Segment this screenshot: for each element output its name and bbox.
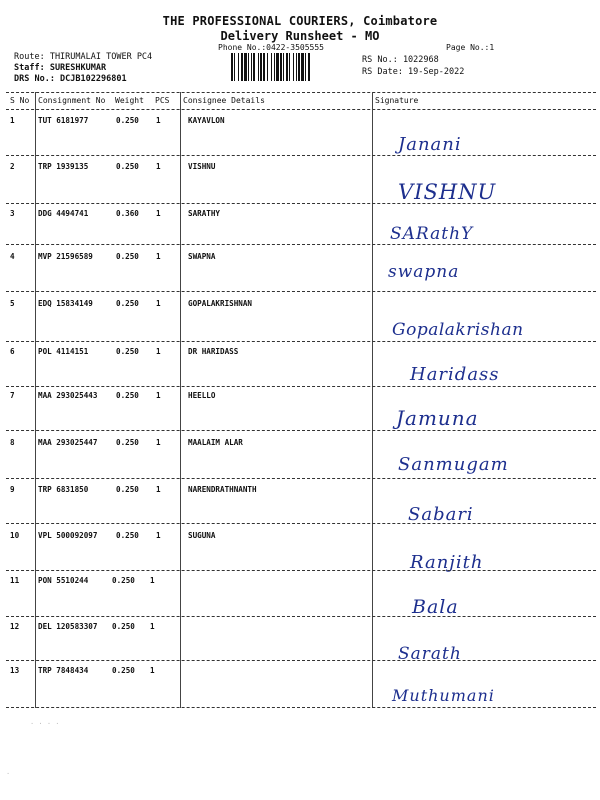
row-pcs: 1 [150, 576, 155, 585]
company-name: THE PROFESSIONAL COURIERS, Coimbatore [162, 14, 438, 28]
row-pcs: 1 [156, 531, 161, 540]
row-divider [6, 244, 596, 245]
row-pcs: 1 [156, 116, 161, 125]
row-signature: Jamuna [396, 406, 479, 430]
row-sno: 3 [10, 209, 15, 218]
column-header-consignment: Consignment No [38, 96, 106, 105]
row-pcs: 1 [156, 209, 161, 218]
row-signature: Sabari [408, 504, 474, 525]
row-sno: 1 [10, 116, 15, 125]
row-consignee: MAALAIM ALAR [188, 438, 243, 447]
row-signature: Sanmugam [398, 454, 509, 475]
column-header-pcs: PCS [155, 96, 170, 105]
row-divider [6, 203, 596, 204]
row-pcs: 1 [156, 162, 161, 171]
row-sno: 9 [10, 485, 15, 494]
row-consignment: EDQ 15834149 [38, 299, 93, 308]
row-consignment: TRP 7848434 [38, 666, 89, 675]
row-sno: 13 [10, 666, 20, 675]
row-sno: 2 [10, 162, 15, 171]
route-label: Route: THIRUMALAI TOWER PC4 [14, 52, 153, 62]
row-signature: swapna [388, 262, 460, 282]
row-sno: 7 [10, 391, 15, 400]
row-weight: 0.250 [112, 666, 135, 675]
row-divider [6, 660, 596, 661]
row-sno: 12 [10, 622, 20, 631]
row-divider [6, 616, 596, 617]
row-consignee: GOPALAKRISHNAN [188, 299, 253, 308]
row-pcs: 1 [156, 438, 161, 447]
table-header-rule [6, 109, 596, 110]
row-consignment: MVP 21596589 [38, 252, 93, 261]
page-number: Page No.:1 [446, 43, 495, 52]
row-consignment: DEL 120583307 [38, 622, 98, 631]
row-divider [6, 570, 596, 571]
row-consignment: VPL 500092097 [38, 531, 98, 540]
row-pcs: 1 [156, 252, 161, 261]
row-consignee: DR HARIDASS [188, 347, 239, 356]
column-header-consignee: Consignee Details [183, 96, 265, 105]
row-weight: 0.250 [116, 531, 139, 540]
row-weight: 0.250 [116, 162, 139, 171]
row-consignment: POL 4114151 [38, 347, 89, 356]
row-consignment: TRP 1939135 [38, 162, 89, 171]
row-weight: 0.250 [116, 116, 139, 125]
column-header-signature: Signature [375, 96, 419, 105]
row-divider [6, 341, 596, 342]
row-consignee: SARATHY [188, 209, 221, 218]
row-divider [6, 707, 596, 708]
row-sno: 5 [10, 299, 15, 308]
drs-number: DRS No.: DCJB102296801 [14, 74, 127, 84]
phone-number: Phone No.:0422-3505555 [218, 43, 324, 52]
staff-label: Staff: SURESHKUMAR [14, 63, 107, 73]
row-divider [6, 386, 596, 387]
row-signature: SARathY [390, 224, 474, 244]
row-signature: VISHNU [398, 180, 497, 204]
row-weight: 0.250 [112, 576, 135, 585]
row-consignment: TRP 6831850 [38, 485, 89, 494]
row-divider [6, 155, 596, 156]
row-consignment: DDG 4494741 [38, 209, 89, 218]
row-signature: Sarath [398, 644, 462, 664]
scan-speck: · · · · [30, 720, 60, 728]
row-sno: 4 [10, 252, 15, 261]
row-signature: Haridass [410, 364, 500, 385]
document-title: Delivery Runsheet - MO [220, 29, 380, 43]
row-weight: 0.250 [116, 347, 139, 356]
row-divider [6, 523, 596, 524]
row-pcs: 1 [156, 485, 161, 494]
barcode-image [231, 53, 357, 81]
row-consignee: SUGUNA [188, 531, 216, 540]
row-weight: 0.360 [116, 209, 139, 218]
scan-speck: · [6, 770, 11, 778]
rs-number: RS No.: 1022968 [362, 55, 439, 65]
row-sno: 11 [10, 576, 20, 585]
column-header-weight: Weight [115, 96, 144, 105]
row-signature: Bala [412, 596, 459, 618]
row-weight: 0.250 [116, 438, 139, 447]
row-consignee: NARENDRATHNANTH [188, 485, 257, 494]
row-weight: 0.250 [116, 252, 139, 261]
row-sno: 6 [10, 347, 15, 356]
rs-date: RS Date: 19-Sep-2022 [362, 67, 465, 77]
row-divider [6, 291, 596, 292]
row-signature: Janani [398, 134, 462, 155]
row-pcs: 1 [156, 299, 161, 308]
row-weight: 0.250 [116, 485, 139, 494]
row-consignee: HEELLO [188, 391, 216, 400]
row-pcs: 1 [156, 391, 161, 400]
column-header-sno: S No [10, 96, 30, 105]
row-consignee: KAYAVLON [188, 116, 225, 125]
row-weight: 0.250 [116, 391, 139, 400]
row-divider [6, 478, 596, 479]
row-weight: 0.250 [116, 299, 139, 308]
row-consignee: VISHNU [188, 162, 216, 171]
row-pcs: 1 [150, 666, 155, 675]
row-pcs: 1 [150, 622, 155, 631]
row-sno: 8 [10, 438, 15, 447]
row-consignment: MAA 293025447 [38, 438, 98, 447]
row-sno: 10 [10, 531, 20, 540]
row-pcs: 1 [156, 347, 161, 356]
table-top-rule [6, 92, 596, 93]
row-signature: Ranjith [410, 552, 484, 573]
row-consignment: MAA 293025443 [38, 391, 98, 400]
row-consignment: PON 5510244 [38, 576, 89, 585]
row-weight: 0.250 [112, 622, 135, 631]
row-divider [6, 430, 596, 431]
row-signature: Muthumani [392, 686, 495, 705]
row-signature: Gopalakrishan [392, 320, 524, 340]
row-consignment: TUT 6181977 [38, 116, 89, 125]
row-consignee: SWAPNA [188, 252, 216, 261]
